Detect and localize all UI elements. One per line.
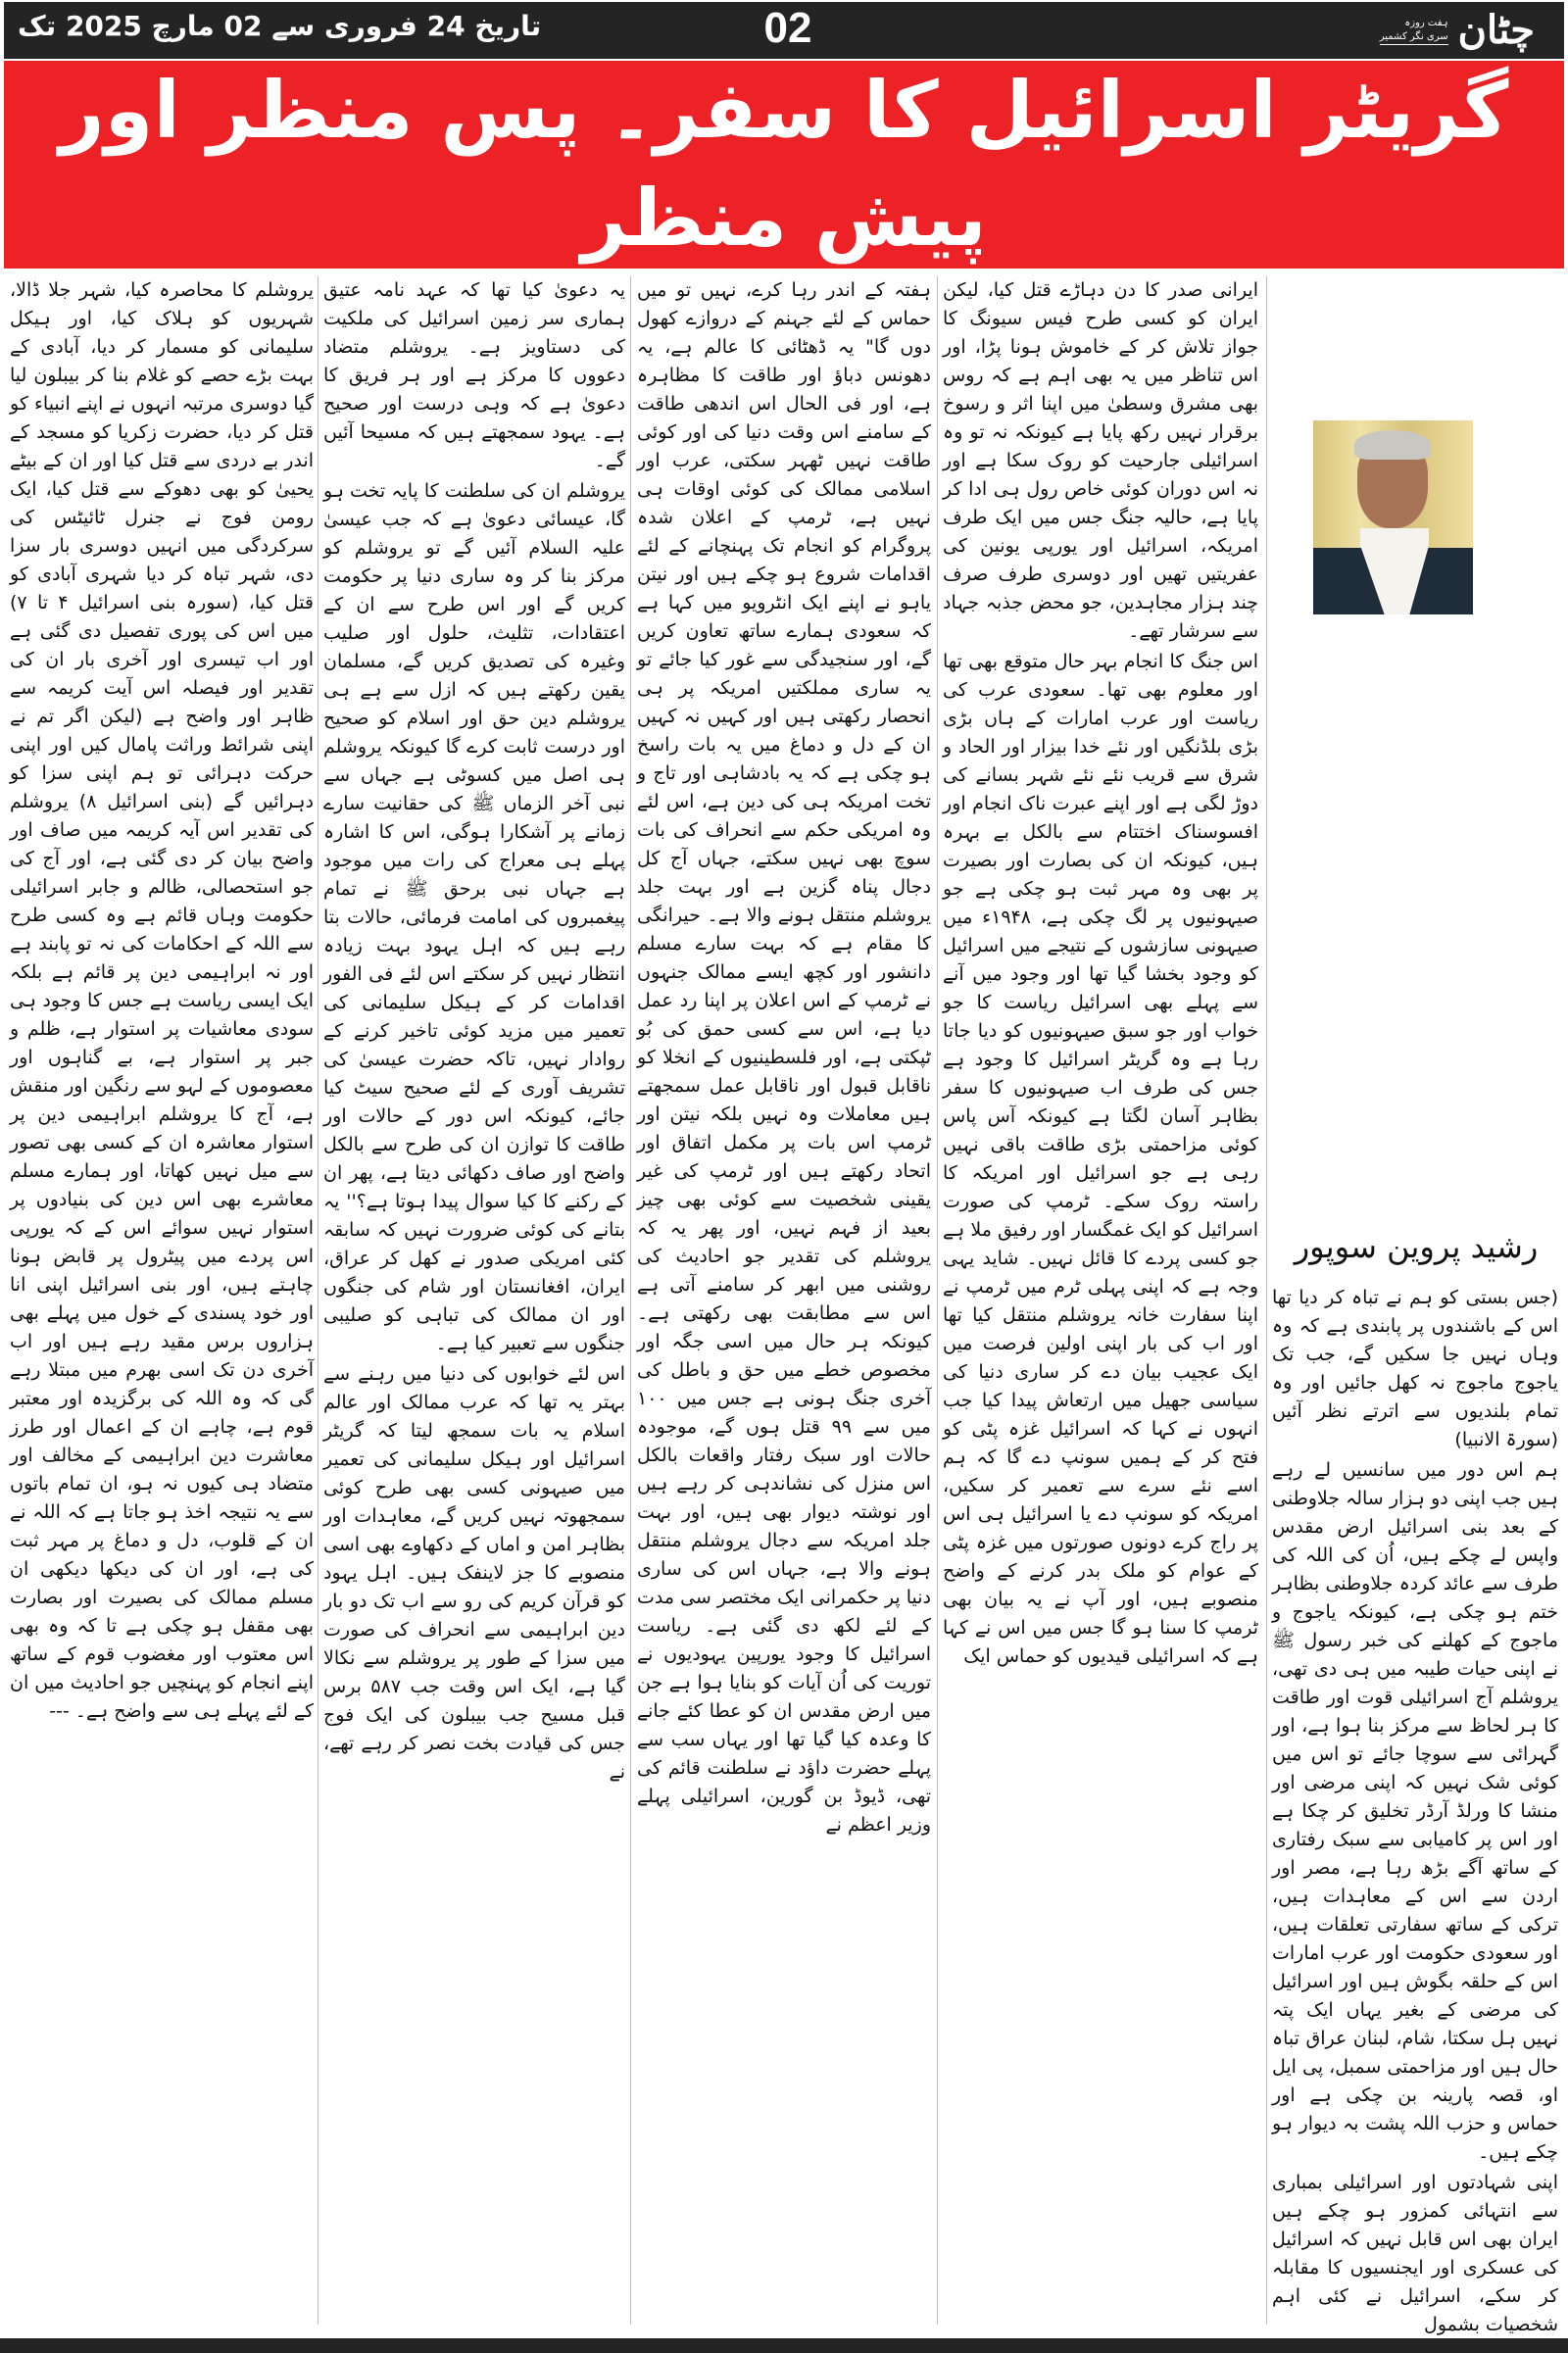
footer-bar (0, 2338, 1568, 2353)
author-byline: رشید پروین سوپور (1294, 1228, 1539, 1265)
page-number: 02 (763, 4, 812, 52)
article-column-1 (1272, 1284, 1558, 2341)
article-column-5 (10, 276, 314, 1728)
masthead-bar (4, 2, 1564, 59)
article-column-3 (637, 276, 931, 1841)
paragraph: ایرانی صدر کا دن دہاڑے قتل کیا، لیکن ایران کو کسی طرح فیس سیونگ کا جواز تلاش کر کے خاموش ہونا پڑا، اور اس تناظر میں یہ بھی اہم ہے کہ روس بھی مشرق وسطیٰ میں اپنا اثر و رسوخ برقرار نہیں رکھ پایا ہے کیونکہ نہ تو وہ اسرائیلی جارحیت کو روک سکا ہے اور نہ اس دوران کوئی خاص رول ہی ادا کر پایا ہے، حالیہ جنگ جس میں ایک طرف امریکہ، اسرائیل اور یورپی یونین کی عفریتیں تھیں اور دوسری طرف صرف چند ہزار مجاہدین، جو محض جذبہ جہاد سے سرشار تھے۔ (943, 279, 1258, 642)
column-divider (1266, 276, 1267, 2325)
article-column-4 (323, 276, 625, 1789)
headline: گریٹر اسرائیل کا سفر۔ پس منظر اور پیش منظر (59, 65, 1509, 264)
logo-tagline: ہفت روزہ (1404, 17, 1448, 28)
newspaper-logo (1380, 4, 1535, 57)
paragraph: یروشلم ان کی سلطنت کا پایہ تخت ہو گا، عیسائی دعویٰ ہے کہ جب عیسیٰ علیہ السلام آئیں گے تو یروشلم کو مرکز بنا کر وہ ساری دنیا پر حکومت کریں گے اور اس طرح سے ان کے اعتقادات، تثلیث، حلول اور صلیب وغیرہ کی تصدیق کریں گے، مسلمان یقین رکھتے ہیں کہ ازل سے ہے ہی یروشلم دین حق اور اسلام کو صحیح اور درست ثابت کرے گا کیونکہ یروشلم ہی اصل میں کسوٹی ہے جہاں سے نبی آخر الزماں ﷺ کی حقانیت سارے زمانے پر آشکارا ہوگی، اس کا اشارہ پہلے ہی معراج کی رات میں موجود ہے جہاں نبی برحق ﷺ نے تمام پیغمبروں کی امامت فرمائی، حالات بتا رہے ہیں کہ اہل یہود بہت زیادہ انتظار نہیں کر سکتے اس لئے فی الفور اقدامات کر کے ہیکل سلیمانی کی تعمیر میں مزید کوئی تاخیر کرنے کے روادار نہیں، تاکہ حضرت عیسیٰ کی تشریف آوری کے لئے صحیح سیٹ کیا جائے، کیونکہ اس دور کے حالات اور طاقت کا توازن ان کی طرح سے بالکل واضح اور صاف دکھائی دیتا ہے، پھر ان کے رکنے کا کیا سوال پیدا ہوتا ہے؟'' یہ بتانے کی کوئی ضرورت نہیں کہ سابقہ کئی امریکی صدور نے کھل کر عراق، ایران، افغانستان اور شام کی جنگوں اور ان ممالک کی تباہی کو صلیبی جنگوں سے تعبیر کیا ہے۔ (323, 480, 625, 1354)
paragraph: (جس بستی کو ہم نے تباہ کر دیا تھا اس کے باشندوں پر پابندی ہے کہ وہ وہاں نہیں جا سکیں گے، جب تک یاجوج ماجوج نہ کھل جائیں اور وہ تمام بلندیوں سے اترتے نظر آئیں (سورۃ الانبیا) (1272, 1287, 1558, 1450)
paragraph: یہ دعویٰ کیا تھا کہ عہد نامہ عتیق ہماری سر زمین اسرائیل کی ملکیت کی دستاویز ہے۔ یروشلم متضاد دعووں کا مرکز ہے اور ہر فریق کا دعویٰ ہے کہ وہی درست اور صحیح ہے۔ یہود سمجھتے ہیں کہ مسیحا آئیں گے۔ (323, 279, 625, 471)
paragraph: اس جنگ کا انجام بہر حال متوقع بھی تھا اور معلوم بھی تھا۔ سعودی عرب کی ریاست اور عرب امارات کے ہاں بڑی بڑی بلڈنگیں اور نئے خدا بیزار اور الحاد و شرق سے قریب نئے نئے شہر بسانے کی دوڑ لگی ہے اور اپنے عبرت ناک انجام اور افسوسناک اختتام سے بالکل بے بہرہ ہیں، کیونکہ ان کی بصارت اور بصیرت پر بھی وہ مہر ثبت ہو چکی ہے جو صیہونیوں پر لگ چکی ہے، ۱۹۴۸ء میں صیہونی سازشوں کے نتیجے میں اسرائیل کو وجود بخشا گیا تھا اور وجود میں آنے سے پہلے بھی اسرائیل ریاست کا جو خواب اور جو سبق صیہونیوں کو دیا جاتا رہا ہے وہ گریٹر اسرائیل کا وجود ہے جس کی طرف اب صیہونیوں کا سفر بظاہر آسان لگتا ہے کیونکہ آس پاس کوئی مزاحمتی بڑی طاقت باقی نہیں رہی ہے جو اسرائیل اور امریکہ کا راستہ روک سکے۔ ٹرمپ کی صورت اسرائیل کو ایک غمگسار اور رفیق ملا ہے جو کسی پردے کا قائل نہیں۔ شاید یہی وجہ ہے کہ اپنی پہلی ٹرم میں ٹرمپ نے اپنا سفارت خانہ یروشلم منتقل کیا تھا اور اب کی بار اپنی اولین فرصت میں ایک عجیب بیان دے کر ساری دنیا کی سیاسی جھیل میں ارتعاش پیدا کیا جب انہوں نے کہا کہ اسرائیل غزہ پٹی کو فتح کر کے ہمیں سونپ دے گا کہ ہم اسے نئے سرے سے تعمیر کر سکیں، امریکہ کو سونپ دے یا اسرائیل ہی اس پر راج کرے دونوں صورتوں میں غزہ پٹی کے عوام کو ملک بدر کرنے کے واضح منصوبے ہیں، اور آپ نے یہ بیان بھی ٹرمپ کا سنا ہو گا جس میں اس نے کہا ہے کہ اسرائیلی قیدیوں کو حماس ایک (943, 651, 1258, 1667)
logo-subtitle: سری نگر کشمیر (1380, 30, 1448, 45)
headline-banner (4, 61, 1564, 269)
paragraph: ہفتہ کے اندر رہا کرے، نہیں تو میں حماس کے لئے جہنم کے دروازے کھول دوں گا" یہ ڈھٹائی کا عالم ہے، یہ دھونس دباؤ اور طاقت کا مظاہرہ ہے، اور فی الحال اس اندھی طاقت کے سامنے اس وقت دنیا کی اور کوئی طاقت نہیں ٹھہر سکتی، عرب اور اسلامی ممالک کی کوئی اوقات ہی نہیں ہے، ٹرمپ کے اعلان شدہ پروگرام کو انجام تک پہنچانے کے لئے اقدامات شروع ہو چکے ہیں اور نیتن یاہو نے اپنے ایک انٹرویو میں کہا ہے کہ سعودی ہمارے ساتھ تعاون کریں گے، اور سنجیدگی سے غور کیا جائے تو یہ ساری مملکتیں امریکہ پر ہی انحصار رکھتی ہیں اور کہیں نہ کہیں ان کے دل و دماغ میں یہ بات راسخ ہو چکی ہے کہ یہ بادشاہی اور تاج و تخت امریکہ ہی کی دین ہے، اس لئے وہ امریکی حکم سے انحراف کی بات سوچ بھی نہیں سکتے، جہاں آج کل دجال پناہ گزین ہے اور بہت جلد یروشلم منتقل ہونے والا ہے۔ حیرانگی کا مقام ہے کہ بہت سارے مسلم دانشور اور کچھ ایسے ممالک جنہوں نے ٹرمپ کے اس اعلان پر اپنا رد عمل دیا ہے، اس سے کسی حمق کی بُو ٹپکتی ہے، اور فلسطینیوں کے انخلا کو ناقابل قبول اور ناقابل عمل سمجھتے ہیں معاملات وہ نہیں بلکہ نیتن اور ٹرمپ اس بات پر مکمل اتفاق اور اتحاد رکھتے ہیں اور ٹرمپ کی غیر یقینی شخصیت سے کوئی بھی چیز بعید از فہم نہیں، اور پھر یہ کہ یروشلم کی تقدیر جو احادیث کی روشنی میں ابھر کر سامنے آتی ہے اس سے مطابقت بھی رکھتی ہے۔ کیونکہ ہر حال میں اسی جگہ اور مخصوص خطے میں حق و باطل کی آخری جنگ ہونی ہے جس میں ۱۰۰ میں سے ۹۹ قتل ہوں گے، موجودہ حالات اور سبک رفتار واقعات بالکل اس منزل کی نشاندہی کر رہے ہیں اور نوشتہ دیوار بھی ہیں، اور بہت جلد امریکہ سے دجال یروشلم منتقل ہونے والا ہے، جہاں اس کی ساری دنیا پر حکمرانی ایک مختصر سی مدت کے لئے لکھ دی گئی ہے۔ ریاست اسرائیل کا وجود یورپین یہودیوں نے توریت کی اُن آیات کو بنایا ہوا ہے جن میں ارض مقدس ان کو عطا کئے جانے کا وعدہ کیا گیا تھا اور یہاں سب سے پہلے حضرت داؤد نے سلطنت قائم کی تھی، ڈیوڈ بن گورین، اسرائیلی پہلے وزیر اعظم نے (637, 279, 931, 1836)
article-column-2 (943, 276, 1258, 1673)
paragraph: اس لئے خوابوں کی دنیا میں رہنے سے بہتر یہ تھا کہ عرب ممالک اور عالم اسلام یہ بات سمجھ لیتا کہ گریٹر اسرائیل اور ہیکل سلیمانی کی تعمیر میں صیہونی کسی بھی طرح کوئی سمجھوتہ نہیں کریں گے، معاہدات اور بظاہر امن و اماں کے دکھاوے بھی اسی منصوبے کا جز لاینفک ہیں۔ اہل یہود کو قرآن کریم کی رو سے اب تک دو بار دین ابراہیمی سے انحراف کی صورت میں سزا کے طور پر یروشلم سے نکالا گیا ہے، ایک اس وقت جب ۵۸۷ برس قبل مسیح جب بیبلون کی ایک فوج جس کی قیادت بخت نصر کر رہے تھے، نے (323, 1363, 625, 1783)
paragraph: ہم اس دور میں سانسیں لے رہے ہیں جب اپنی دو ہزار سالہ جلاوطنی کے بعد بنی اسرائیل ارض مقدس واپس لے چکے ہیں، اُن کی اللہ کی طرف سے عائد کردہ جلاوطنی بظاہر ختم ہو چکی ہے، کیونکہ یاجوج و ماجوج کے کھلنے کی خبر رسول ﷺ نے اپنی حیات طیبہ میں ہی دی تھی، یروشلم آج اسرائیلی قوت اور طاقت کا ہر لحاظ سے مرکز بنا ہوا ہے، اور گہرائی سے سوچا جائے تو اس میں کوئی شک نہیں کہ اپنی مرضی اور منشا کا ورلڈ آرڈر تخلیق کر چکا ہے اور اس پر کامیابی سے سبک رفتاری کے ساتھ آگے بڑھ رہا ہے، مصر اور اردن سے اس کے معاہدات ہیں، ترکی کے ساتھ سفارتی تعلقات ہیں، اور سعودی حکومت اور عرب امارات اس کے حلقہ بگوش ہیں اور اسرائیل کی مرضی کے بغیر یہاں ایک پتہ نہیں ہل سکتا، شام، لبنان عراق تباہ حال ہیں اور مزاحمتی سمبل، پی ایل او، قصہ پارینہ بن چکی ہے اور حماس و حزب اللہ پشت بہ دیوار ہو چکے ہیں۔ (1271, 1459, 1558, 2163)
logo-text: چٹان (1457, 7, 1535, 53)
paragraph: یروشلم کا محاصرہ کیا، شہر جلا ڈالا، شہریوں کو ہلاک کیا، اور ہیکل سلیمانی کو مسمار کر دیا، آبادی کے بہت بڑے حصے کو غلام بنا کر بیبلون لیا گیا دوسری مرتبہ انہوں نے اپنے انبیاء کو قتل کر دیا، حضرت زکریا کو مسجد کے اندر بے دردی سے قتل کیا اور ان کے بیٹے یحییٰ کو بھی دھوکے سے قتل کیا، ایک رومن فوج نے جنرل ٹائیٹس کی سرکردگی میں انہیں دوسری بار سزا دی، شہر تباہ کر دیا شہری آبادی کو قتل کیا، (سورہ بنی اسرائیل ۴ تا ۷) میں اس کی پوری تفصیل دی گئی ہے اور اب تیسری اور آخری بار ان کی تقدیر اور فیصلہ اس آیت کریمہ سے ظاہر اور واضح ہے (لیکن اگر تم نے اپنی شرائط وراثت پامال کیں اور اپنی حرکت دہرائی تو ہم اپنی سزا کو دہرائیں گے (بنی اسرائیل ۸) یروشلم کی تقدیر اس آیہ کریمہ میں صاف اور واضح بیان کر دی گئی ہے، اور آج کی جو استحصالی، ظالم و جابر اسرائیلی حکومت وہاں قائم ہے وہ کسی طرح سے اللہ کے احکامات کی نہ تو پابند ہے اور نہ ابراہیمی دین پر قائم ہے بلکہ ایک ایسی ریاست ہے جس کا وجود ہی سودی معاشیات پر استوار ہے، ظلم و جبر پر استوار ہے، بے گناہوں اور معصوموں کے لہو سے رنگین اور منقش ہے، آج کا یروشلم ابراہیمی دین پر استوار معاشرہ ان کے کسی بھی تصور سے میل نہیں کھاتا، اور ہمارے مسلم معاشرے بھی اس دین کی بنیادوں پر استوار نہیں سوائے اس کے کہ یورپی اس پردے میں پیٹرول پر قابض ہونا چاہتے ہیں، اور بنی اسرائیل اپنی انا اور خود پسندی کے خول میں پہلے بھی ہزاروں برس مقید رہے ہیں اور اب آخری دن تک اسی بھرم میں مبتلا رہے گی کہ وہ اللہ کی برگزیدہ اور معتبر قوم ہے، چاہے ان کے اعمال اور طرز معاشرت دین ابراہیمی کے مخالف اور متضاد ہی کیوں نہ ہو، ان تمام باتوں سے یہ نتیجہ اخذ ہو جاتا ہے کہ اللہ نے ان کے قلوب، دل و دماغ پر مہر ثبت کی ہے، اور ان کی دیکھا دیکھی ان مسلم ممالک کی بصیرت اور بصارت بھی مقفل ہو چکی ہے تا کہ وہ بھی اس معتوب اور مغضوب قوم کے ساتھ اپنے انجام کو پہنچیں جو احادیث میں ان کے لئے پہلے ہی سے واضح ہے۔ --- (10, 279, 314, 1722)
issue-date: تاریخ 24 فروری سے 02 مارچ 2025 تک (18, 10, 542, 42)
paragraph: اپنی شہادتوں اور اسرائیلی بمباری سے انتہائی کمزور ہو چکے ہیں ایران بھی اس قابل نہیں کہ اسرائیل کی عسکری اور ایجنسیوں کا مقابلہ کر سکے، اسرائیل نے کئی اہم شخصیات بشمول (1272, 2172, 1558, 2335)
logo-captions (1380, 17, 1448, 45)
column-divider (937, 276, 938, 2325)
author-photo (1313, 420, 1473, 614)
column-divider (630, 276, 631, 2325)
